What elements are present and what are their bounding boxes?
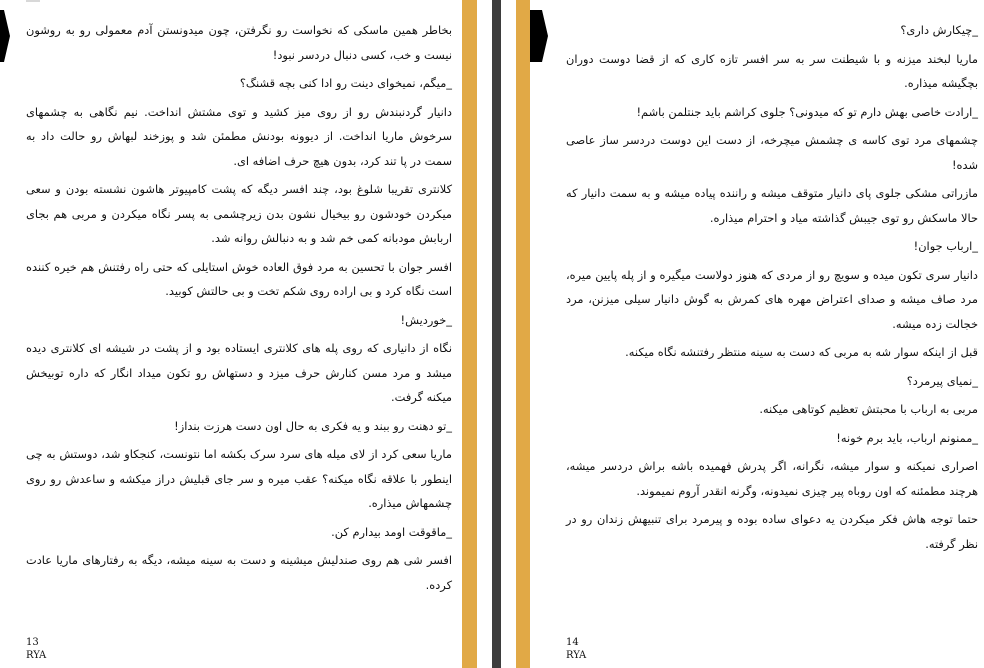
paragraph: دانیار گردنبندش رو از روی میز کشید و توی مشتش انداخت. نیم نگاهی به چشمهای سرخوش ماریا انداخت. از دیوونه بودنش مطمئن شد و پوزخند لبهاش رو حالت داد به سمت در پا تند کرد، بدون هیچ حرف اضافه ای.: [26, 104, 452, 168]
paragraph: چشمهای مرد توی کاسه ی چشمش میچرخه، از دست این دوست دردسر ساز عاصی شده!: [566, 133, 978, 172]
paragraph: _نمیای پیرمرد؟: [906, 373, 978, 388]
footer-mark: RYA: [26, 650, 47, 661]
paragraph: ماریا لبخند میزنه و با شیطنت سر به سر افسر تازه کاری که از قضا دوست دوران بچگیشه میذاره.: [566, 51, 978, 90]
paragraph: _ماقوقت اومد بیدارم کن.: [331, 524, 452, 539]
paragraph: ماریا سعی کرد از لای میله های سرد سرک بکشه اما نتونست، کنجکاو شد، دوستش به چی اینطور با علاقه نگاه میکنه؟ عقب میره و سر جای قبلیش دراز میکشه و ساعدش رو روی چشمهاش میذاره.: [26, 447, 452, 510]
paragraph: _ارباب جوان!: [913, 239, 978, 253]
paragraph: مربی به ارباب با محبتش تعظیم کوتاهی میکنه.: [759, 402, 978, 416]
paragraph: _تو دهنت رو ببند و یه فکری به حال اون دست هرزت بنداز!: [174, 418, 452, 433]
top-corner-mark: [26, 0, 40, 2]
paragraph: _چیکارش داری؟: [900, 23, 978, 37]
paragraph: _میگم، نمیخوای دینت رو ادا کنی بچه قشنگ؟: [239, 76, 452, 90]
paragraph: کلانتری تقریبا شلوغ بود، چند افسر دیگه که پشت کامپیوتر هاشون نشسته بودن و سعی میکردن خودشون رو بیخیال نشون بدن زیرچشمی به پسر نگاه میکردن و مربی هم بجای اربابش مودبانه کمی خم شد و به دنبالش روانه شد.: [26, 182, 452, 245]
paragraph: دانیار سری تکون میده و سویچ رو از مردی که هنوز دولاست میگیره و از پله پایین میره، مرد صاف میشه و صدای اعتراض مهره های کمرش به گوش دانیار سیلی میزنن، مرد خجالت زده میشه.: [566, 267, 978, 331]
spine-dark-stripe: [492, 0, 501, 668]
paragraph: نگاه از دانیاری که روی پله های کلانتری ایستاده بود و از پشت در شیشه ای کلانتری دیده میشد و مرد مسن کنارش حرف میزد و دستهاش رو تکون میداد انگار که داره توبیخش میکنه گرفت.: [26, 341, 452, 404]
paragraph: قبل از اینکه سوار شه به مربی که دست به سینه منتظر رفتنشه نگاه میکنه.: [625, 345, 978, 359]
footer-mark: RYA: [566, 650, 587, 661]
paragraph: بخاطر همین ماسکی که نخواست رو نگرفتن، چون میدونستن آدم معمولی رو به روشون نیست و خب، کسی دنبال دردسر نبود!: [26, 23, 452, 62]
right-page-tab-marker: [530, 10, 548, 62]
gutter-gap: [477, 0, 492, 668]
paragraph: _خوردیش!: [400, 312, 452, 327]
right-page-body: [566, 18, 978, 560]
left-gold-stripe: [462, 0, 477, 668]
right-page: [530, 0, 984, 668]
right-page-footer: [566, 636, 586, 662]
left-page-body: [26, 18, 452, 601]
page-number: 14: [566, 637, 579, 648]
left-page-tab-marker: [0, 10, 10, 62]
paragraph: _ممنونم ارباب، باید برم خونه!: [836, 430, 978, 445]
paragraph: افسر شی هم روی صندلیش میشینه و دست به سینه میشه، دیگه به رفتارهای ماریا عادت کرده.: [26, 553, 452, 592]
paragraph: _ارادت خاصی بهش دارم تو که میدونی؟ جلوی کراشم باید جنتلمن باشم!: [636, 104, 978, 119]
paragraph: اصراری نمیکنه و سوار میشه، نگرانه، اگر پدرش فهمیده باشه براش دردسر میشه، هرچند مطمئنه که اون روباه پیر چیزی نمیدونه، وگرنه انقدر آروم نمیموند.: [566, 459, 978, 498]
left-page-footer: [26, 636, 46, 662]
paragraph: مازراتی مشکی جلوی پای دانیار متوقف میشه و راننده پیاده میشه و به سمت دانیار که حالا ماسکش رو توی جیبش گذاشته میاد و احترام میذاره.: [566, 186, 978, 225]
paragraph: افسر جوان با تحسین به مرد فوق العاده خوش استایلی که حتی راه رفتنش هم خیره کننده است نگاه کرد و بی اراده روی شکم تخت و بی حالتش کوبید.: [26, 259, 452, 298]
left-page: [0, 0, 462, 668]
page-number: 13: [26, 637, 39, 648]
right-gold-stripe: [516, 0, 530, 668]
gutter-gap: [501, 0, 516, 668]
paragraph: حتما توجه هاش فکر میکردن یه دعوای ساده بوده و پیرمرد برای تنبیهش زندان رو در نظر گرفته.: [566, 512, 978, 551]
